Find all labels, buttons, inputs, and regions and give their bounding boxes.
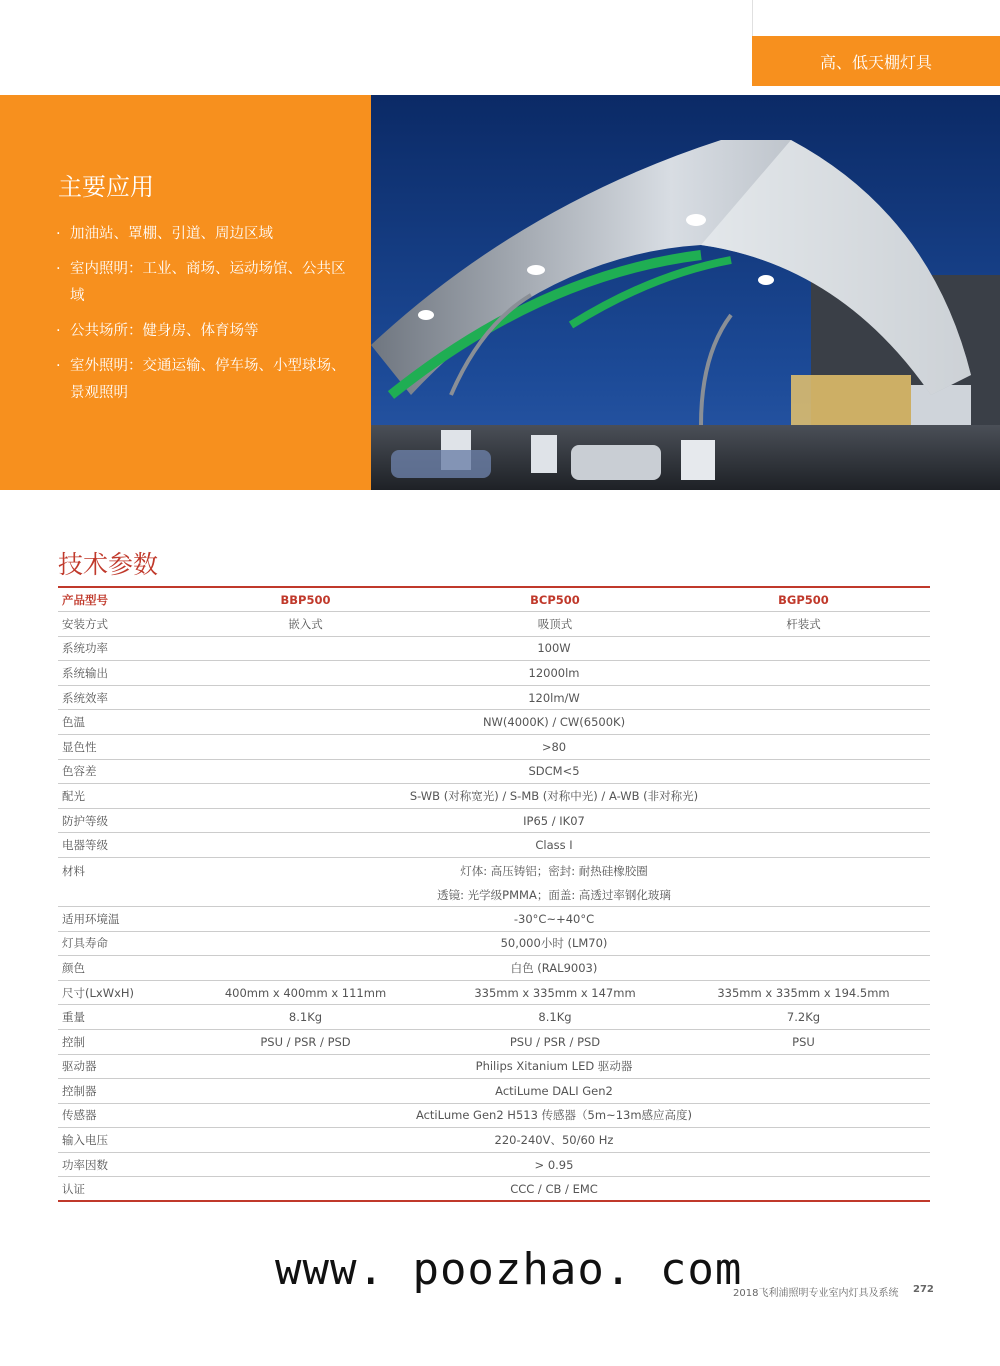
page-number: 272 xyxy=(913,1284,934,1295)
row-value: 白色 (RAL9003) xyxy=(510,960,598,975)
row-label: 系统功率 xyxy=(62,641,108,656)
table-row xyxy=(58,981,930,1006)
model-bbp500: BBP500 xyxy=(280,592,331,607)
application-item: · 加油站、罩棚、引道、周边区域 xyxy=(56,221,356,248)
row-label: 适用环境温 xyxy=(62,911,120,926)
application-item: · 室外照明：交通运输、停车场、小型球场、景观照明 xyxy=(56,353,356,407)
table-row xyxy=(58,1153,930,1178)
row-value: NW(4000K) / CW(6500K) xyxy=(482,715,626,730)
table-row xyxy=(58,907,930,932)
table-header-row xyxy=(58,588,930,612)
table-row xyxy=(58,710,930,735)
specs-title: 技术参数 xyxy=(58,550,159,579)
row-value: IP65 / IK07 xyxy=(523,813,585,828)
table-row xyxy=(58,956,930,981)
table-row xyxy=(58,1005,930,1030)
row-label: 认证 xyxy=(62,1181,85,1196)
header-tab-spacer xyxy=(752,0,1000,36)
row-label: 控制器 xyxy=(62,1083,97,1098)
watermark-url: www. poozhao. com xyxy=(275,1244,743,1295)
row-label: 尺寸(LxWxH) xyxy=(62,985,135,1000)
row-label: 安装方式 xyxy=(62,616,108,631)
table-row xyxy=(58,858,930,907)
row-value: PSU / PSR / PSD xyxy=(509,1034,601,1049)
applications-list xyxy=(56,221,356,415)
row-value: CCC / CB / EMC xyxy=(510,1181,598,1196)
row-value: 杆装式 xyxy=(786,616,821,631)
table-row xyxy=(58,1104,930,1129)
row-value: 50,000小时 (LM70) xyxy=(500,936,608,951)
row-value: ActiLume DALI Gen2 xyxy=(495,1083,613,1098)
row-value: SDCM<5 xyxy=(528,764,580,779)
row-label: 控制 xyxy=(62,1034,85,1049)
row-label: 输入电压 xyxy=(62,1133,108,1148)
row-value: 335mm x 335mm x 194.5mm xyxy=(717,985,890,1000)
category-label: 高、低天棚灯具 xyxy=(819,52,932,72)
row-label: 功率因数 xyxy=(62,1157,108,1172)
table-row xyxy=(58,1055,930,1080)
row-value: 335mm x 335mm x 147mm xyxy=(474,985,636,1000)
table-row xyxy=(58,686,930,711)
application-item: · 公共场所：健身房、体育场等 xyxy=(56,318,356,345)
row-label: 重量 xyxy=(62,1010,85,1025)
row-value: >80 xyxy=(541,739,567,754)
row-label: 系统效率 xyxy=(62,690,108,705)
application-item: · 室内照明：工业、商场、运动场馆、公共区域 xyxy=(56,256,356,310)
table-row xyxy=(58,809,930,834)
row-value: 7.2Kg xyxy=(786,1010,821,1025)
table-row xyxy=(58,637,930,662)
header-label: 产品型号 xyxy=(62,592,108,607)
material-line-2: 透镜: 光学级PMMA；面盖: 高透过率钢化玻璃 xyxy=(437,887,671,902)
table-row xyxy=(58,932,930,957)
row-value: 120lm/W xyxy=(528,690,580,705)
row-label: 系统输出 xyxy=(62,665,108,680)
model-bcp500: BCP500 xyxy=(530,592,580,607)
row-label: 防护等级 xyxy=(62,813,108,828)
row-value: > 0.95 xyxy=(534,1157,574,1172)
row-value: 8.1Kg xyxy=(538,1010,572,1025)
row-value: -30°C~+40°C xyxy=(513,911,595,926)
row-label: 材料 xyxy=(62,863,85,878)
row-value: S-WB (对称宽光) / S-MB (对称中光) / A-WB (非对称光) xyxy=(409,788,699,803)
row-value: PSU / PSR / PSD xyxy=(260,1034,351,1049)
row-label: 配光 xyxy=(62,788,85,803)
row-value xyxy=(178,858,930,907)
category-tab xyxy=(752,36,1000,86)
row-label: 显色性 xyxy=(62,739,97,754)
table-row xyxy=(58,833,930,858)
row-label: 色容差 xyxy=(62,764,97,779)
catalog-title: 2018飞利浦照明专业室内灯具及系统 xyxy=(733,1288,899,1299)
row-label: 电器等级 xyxy=(62,838,108,853)
row-label: 传感器 xyxy=(62,1108,97,1123)
row-value: ActiLume Gen2 H513 传感器（5m~13m感应高度) xyxy=(415,1108,693,1123)
gas-station-photo xyxy=(371,95,1000,490)
row-value: 8.1Kg xyxy=(288,1010,323,1025)
model-bgp500: BGP500 xyxy=(778,592,829,607)
row-label: 颜色 xyxy=(62,960,85,975)
table-row xyxy=(58,735,930,760)
row-value: Class I xyxy=(535,838,573,853)
applications-title: 主要应用 xyxy=(58,173,154,201)
material-line-1: 灯体: 高压铸铝；密封: 耐热硅橡胶圈 xyxy=(460,863,648,878)
row-value: Philips Xitanium LED 驱动器 xyxy=(475,1059,633,1074)
row-label: 驱动器 xyxy=(62,1059,97,1074)
row-label: 色温 xyxy=(62,715,85,730)
table-row xyxy=(58,1030,930,1055)
row-label: 灯具寿命 xyxy=(62,936,108,951)
table-row xyxy=(58,661,930,686)
table-row xyxy=(58,1079,930,1104)
row-value: 12000lm xyxy=(528,665,580,680)
row-value: 100W xyxy=(537,641,571,656)
applications-panel xyxy=(0,95,371,490)
table-row xyxy=(58,612,930,637)
table-row xyxy=(58,1128,930,1153)
row-value: 嵌入式 xyxy=(288,616,323,631)
table-row xyxy=(58,1177,930,1202)
row-value: 400mm x 400mm x 111mm xyxy=(224,985,387,1000)
specs-table xyxy=(58,588,930,1202)
table-row xyxy=(58,760,930,785)
table-row xyxy=(58,784,930,809)
row-value: PSU xyxy=(792,1034,815,1049)
row-value: 吸顶式 xyxy=(537,616,573,631)
row-value: 220-240V、50/60 Hz xyxy=(494,1133,614,1148)
